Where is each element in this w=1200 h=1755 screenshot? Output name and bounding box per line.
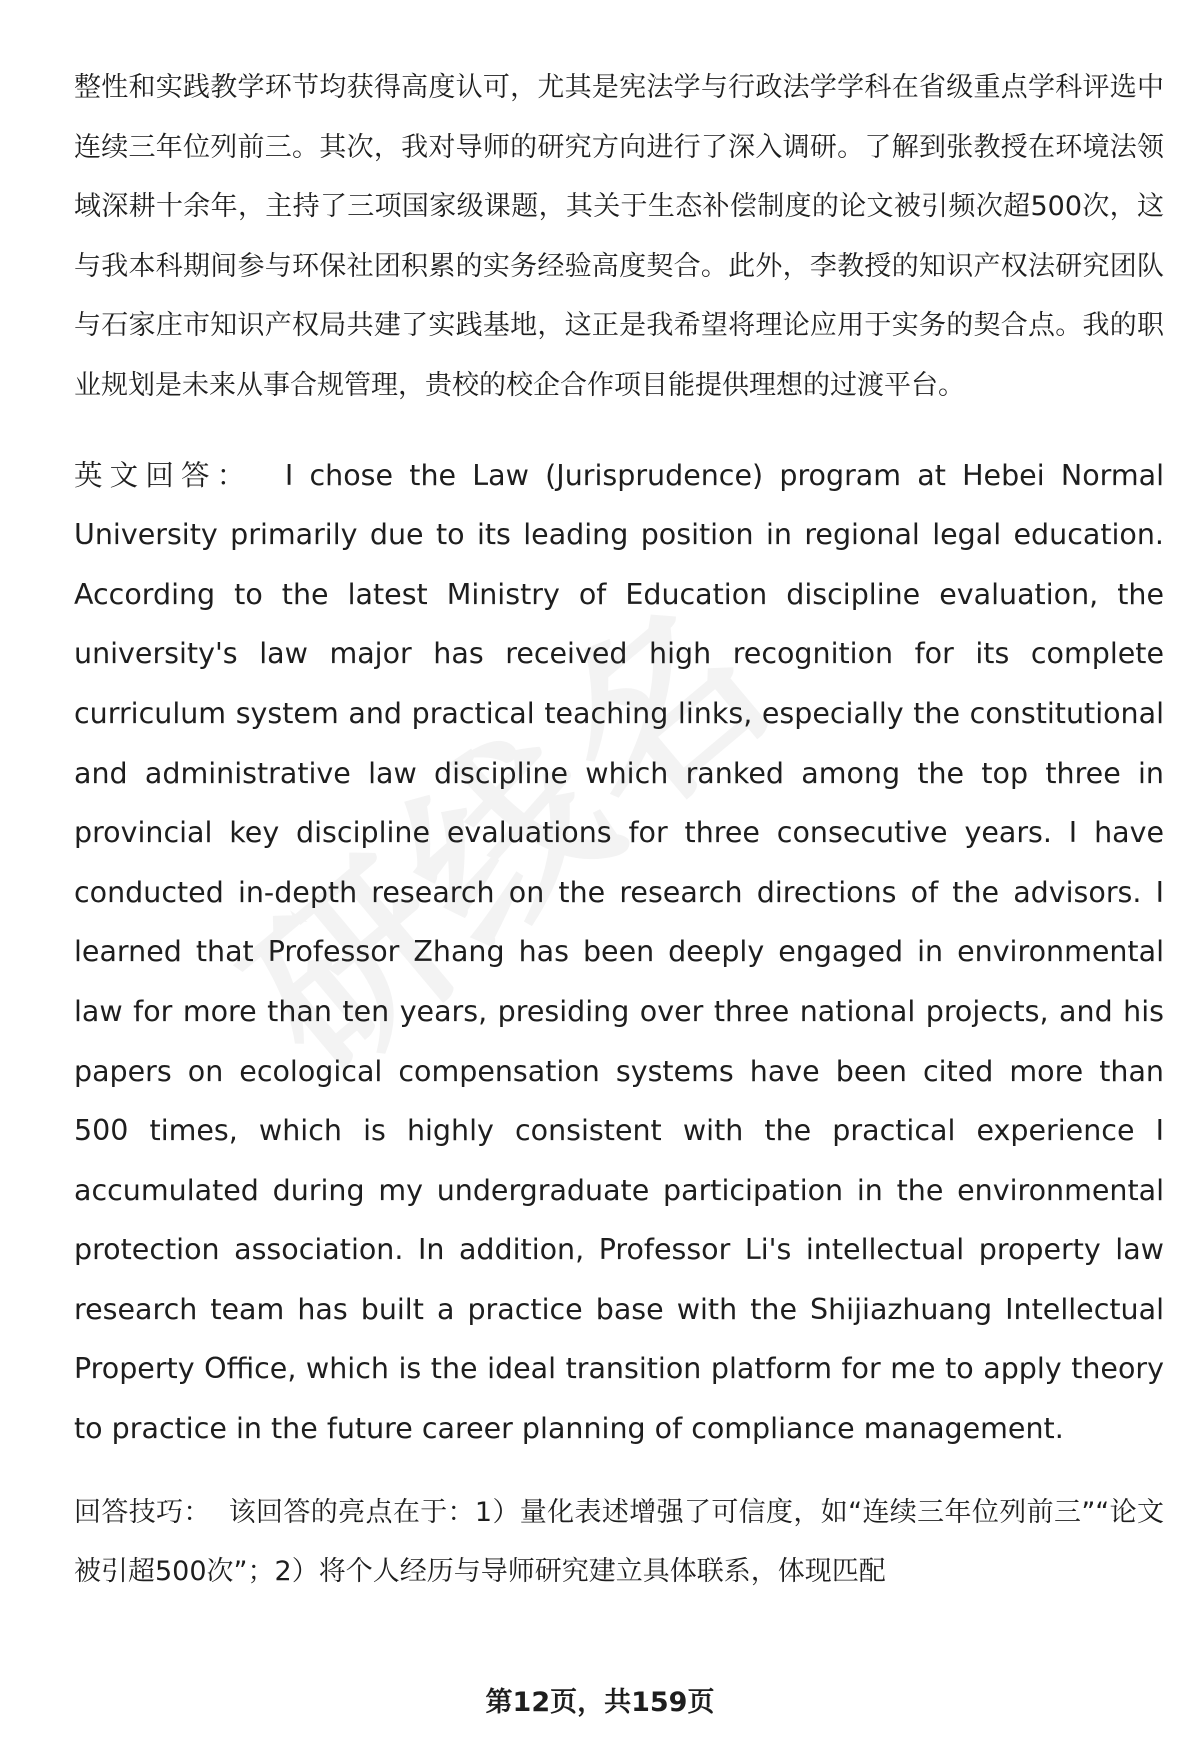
english-answer-paragraph — [74, 446, 1164, 1459]
page-number: 第12页，共159页 — [485, 1687, 715, 1718]
document-page — [74, 58, 1164, 1602]
answer-tips-label: 回答技巧： — [74, 1496, 211, 1528]
intro-paragraph: 整性和实践教学环节均获得高度认可，尤其是宪法学与行政法学学科在省级重点学科评选中连续三年位列前三。其次，我对导师的研究方向进行了深入调研。了解到张教授在环境法领域深耕十余年，主持了三项国家级课题，其关于生态补偿制度的论文被引频次超500次，这与我本科期间参与环保社团积累的实务经验高度契合。此外，李教授的知识产权法研究团队与石家庄市知识产权局共建了实践基地，这正是我希望将理论应用于实务的契合点。我的职业规划是未来从事合规管理，贵校的校企合作项目能提供理想的过渡平台。 — [74, 72, 1164, 401]
answer-tips-text: 该回答的亮点在于：1）量化表述增强了可信度，如“连续三年位列前三”“论文被引超500次”；2）将个人经历与导师研究建立具体联系，体现匹配 — [74, 1496, 1165, 1588]
english-answer-text: I chose the Law (Jurisprudence) program at Hebei Normal University primarily due to its leading position in regional legal education. According to the latest Ministry of Education discipline evaluation, the university's law major has received high recognition for its complete curriculum system and practical teaching links, especially the constitutional and administrative law discipline which ranked among the top three in provincial key discipline evaluations for three consecutive years. I have conducted in-depth research on the research directions of the advisors. I learned that Professor Zhang has been deeply engaged in environmental law for more than ten years, presiding over three national projects, and his papers on ecological compensation systems have been cited more than 500 times, which is highly consistent with the practical experience I accumulated during my undergraduate participation in the environmental protection association. In addition, Professor Li's intellectual property law research team has built a practice base with the Shijiazhuang Intellectual Property Office, which is the ideal transition platform for me to apply theory to practice in the future career planning of compliance management. — [74, 458, 1164, 1446]
paragraph-gap — [74, 416, 1164, 446]
answer-tips-paragraph — [74, 1483, 1164, 1602]
english-answer-label: 英文回答： — [74, 458, 253, 492]
